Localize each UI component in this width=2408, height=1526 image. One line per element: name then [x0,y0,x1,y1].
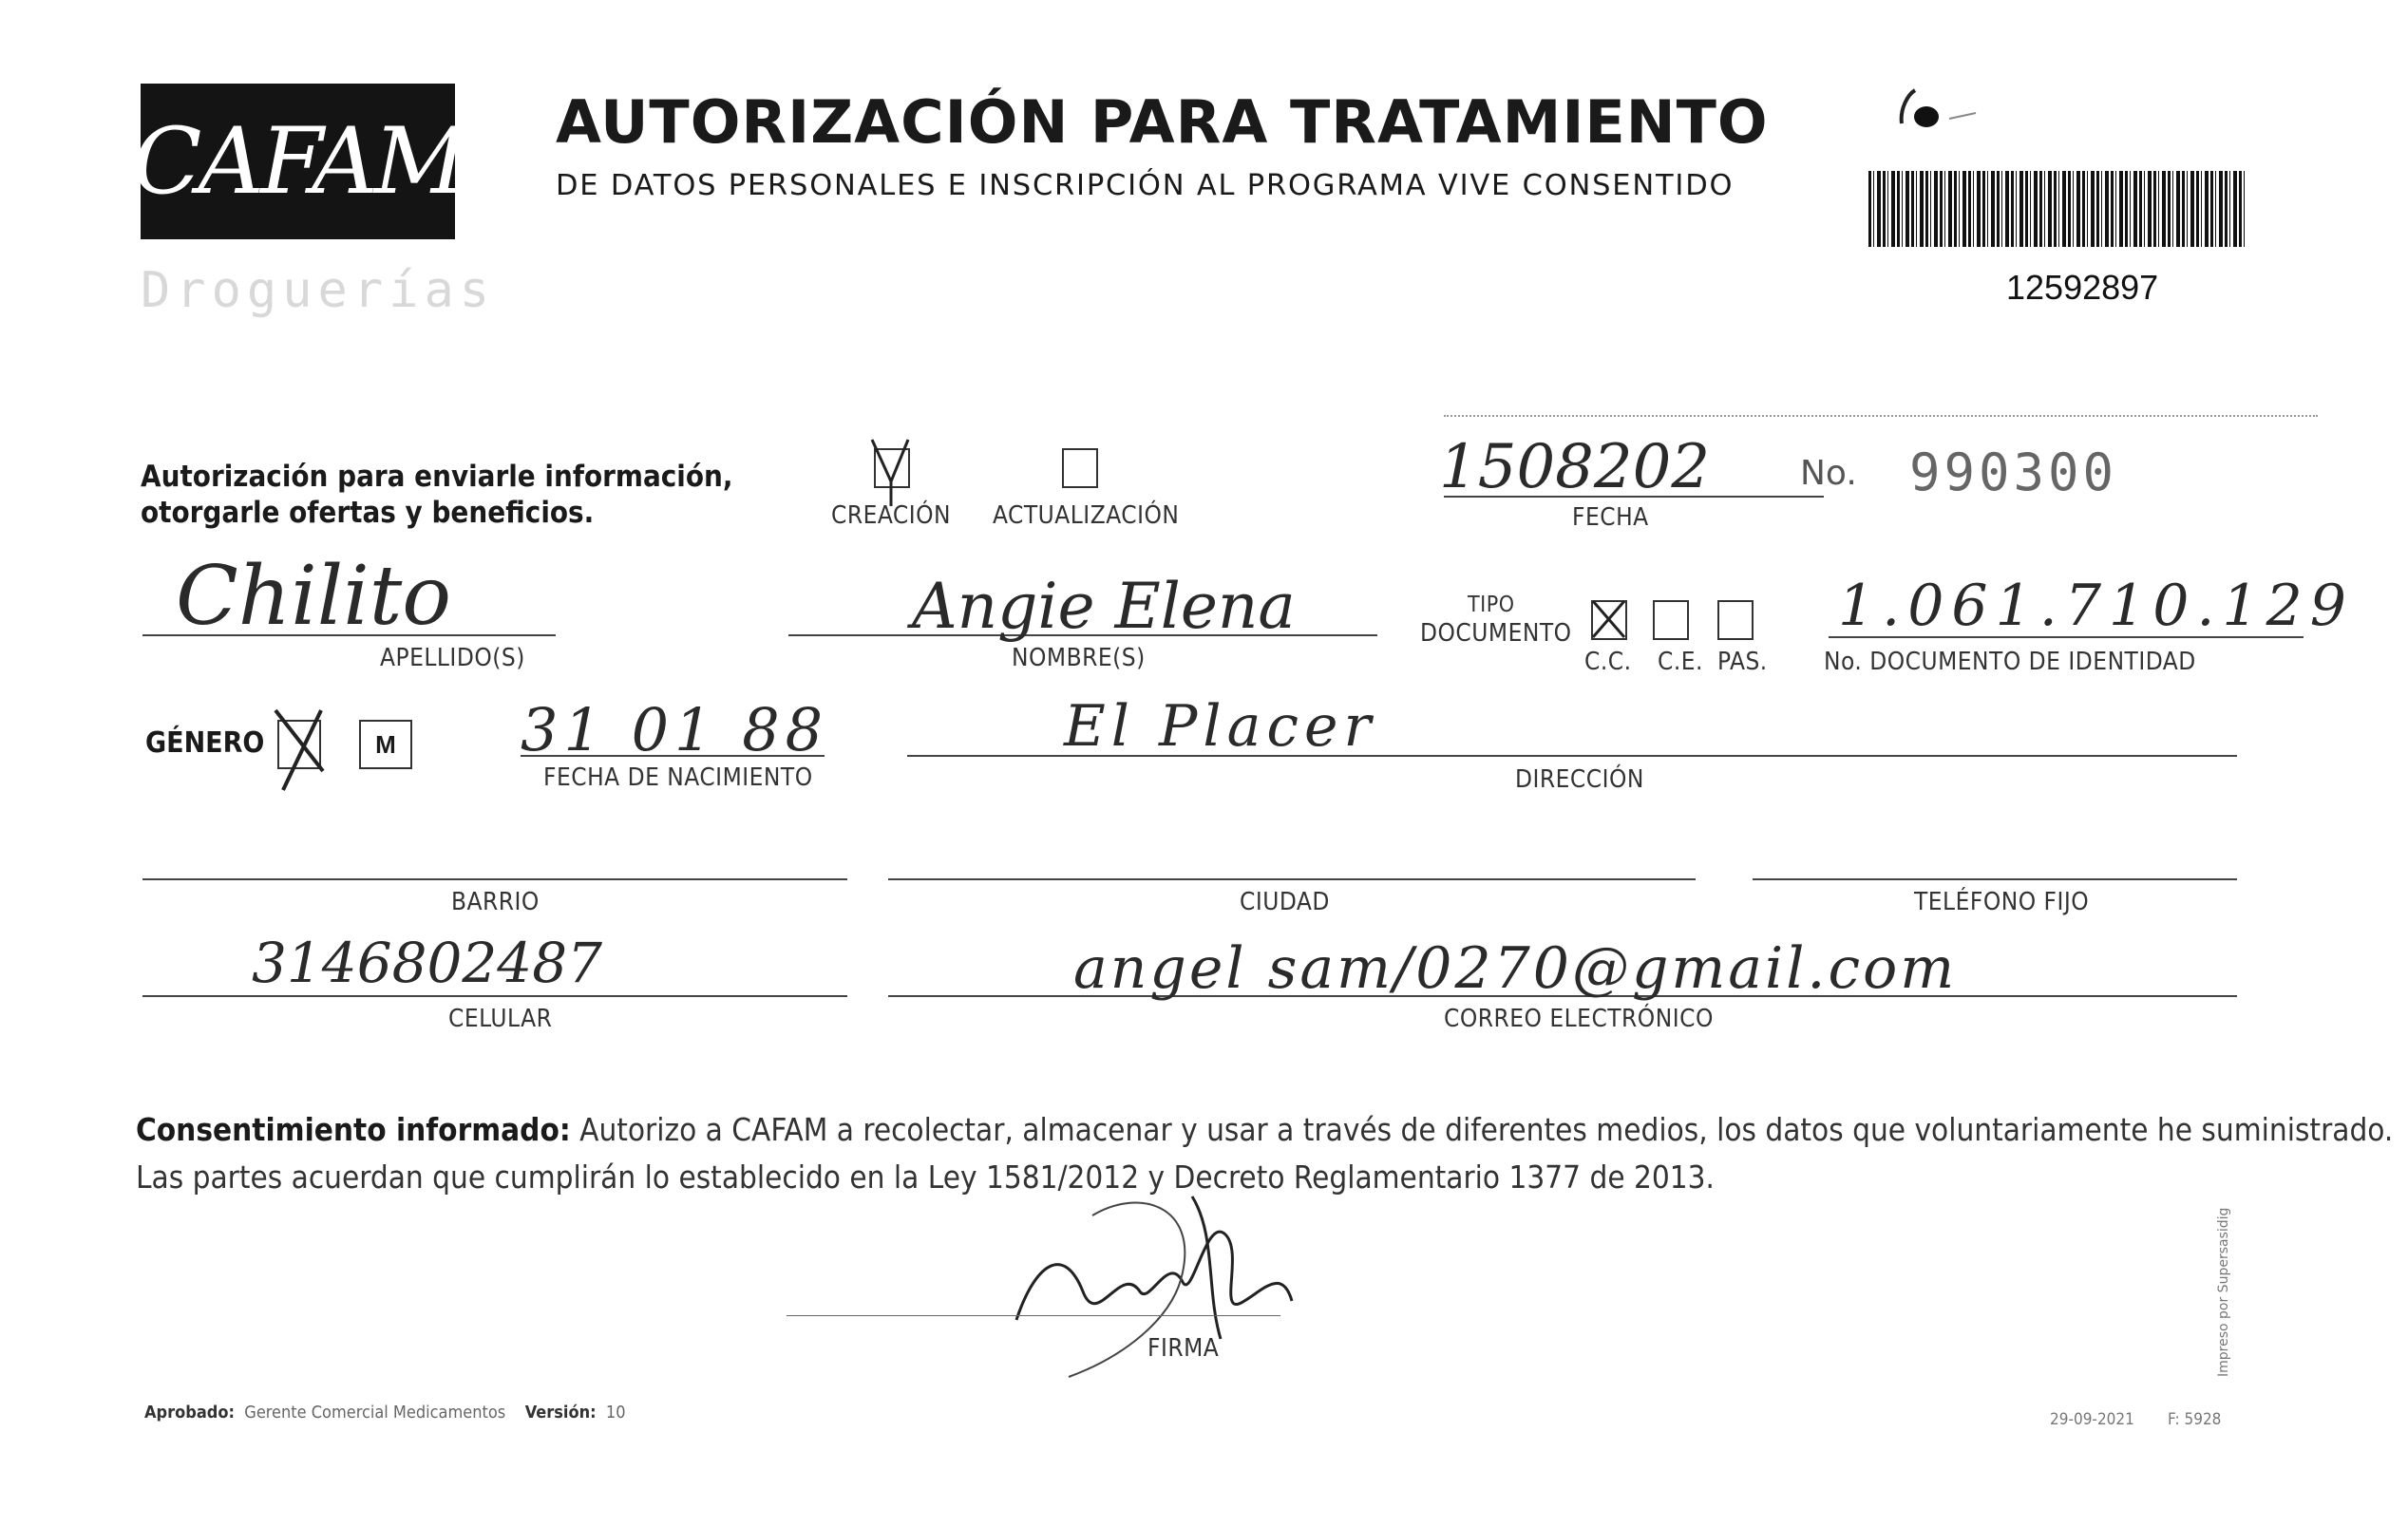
ink-mark-icon [1890,81,2004,138]
direccion-value[interactable]: El Placer [1064,693,1377,760]
telefono-line [1753,878,2237,880]
numero-label: No. [1800,454,1857,493]
cafam-logo: CAFAM [141,84,455,239]
telefono-label: TELÉFONO FIJO [1914,888,2090,916]
footer-date: 29-09-2021 [2050,1410,2134,1429]
pas-label: PAS. [1717,648,1768,676]
barrio-label: BARRIO [451,888,540,916]
documento-label: No. DOCUMENTO DE IDENTIDAD [1824,648,2196,676]
ciudad-label: CIUDAD [1240,888,1330,916]
x-mark-icon [1588,593,1630,643]
footer-side-text: Impreso por Supersasidig [2216,1207,2231,1377]
top-dotted-line [1444,415,2318,417]
barrio-line [142,878,847,880]
footer-code: F: 5928 [2168,1410,2222,1429]
tipo-documento-label-1: TIPO [1468,593,1515,617]
ciudad-line [888,878,1696,880]
consent-heading: Consentimiento informado: [136,1111,571,1148]
genero-label: GÉNERO [145,726,265,760]
consent-line-1 [136,1111,2393,1148]
nacimiento-label: FECHA DE NACIMIENTO [543,763,813,792]
firma-label: FIRMA [1147,1334,1220,1363]
checkmark-icon [863,432,929,508]
firma-line [787,1315,1280,1316]
creacion-label: CREACIÓN [831,501,952,530]
apellidos-label: APELLIDO(S) [380,644,525,672]
actualizacion-label: ACTUALIZACIÓN [993,501,1180,530]
documento-value[interactable]: 1.061.710.129 [1838,573,2354,639]
apellidos-value[interactable]: Chilito [176,549,452,644]
nombres-value[interactable]: Angie Elena [912,570,1296,643]
nombres-label: NOMBRE(S) [1012,644,1146,672]
numero-value: 990300 [1909,443,2118,502]
barcode [1868,171,2245,247]
intro-line-1: Autorización para enviarle información, [141,460,733,494]
fecha-label: FECHA [1572,503,1649,532]
nacimiento-value[interactable]: 31 01 88 [521,695,829,764]
consent-text-1: Autorizo a CAFAM a recolectar, almacenar y usar a través de diferentes medios, los datos que voluntariamente he suministrado. [570,1111,2394,1148]
document-subtitle: DE DATOS PERSONALES E INSCRIPCIÓN AL PROGRAMA VIVE CONSENTIDO [556,169,1735,202]
intro-line-2: otorgarle ofertas y beneficios. [141,496,595,530]
celular-line [142,995,847,997]
cc-label: C.C. [1584,648,1632,676]
document-title: AUTORIZACIÓN PARA TRATAMIENTO [556,87,1769,157]
barcode-number: 12592897 [2006,268,2159,307]
ce-checkbox[interactable] [1653,600,1689,640]
drogerias-logo-text: Droguerías [141,262,496,319]
celular-value[interactable]: 3146802487 [252,931,603,995]
direccion-label: DIRECCIÓN [1515,765,1644,794]
footer-aprobado: Aprobado: Gerente Comercial Medicamentos Versión: 10 [144,1403,626,1422]
consent-line-2: Las partes acuerdan que cumplirán lo establecido en la Ley 1581/2012 y Decreto Reglamentario 1377 de 2013. [136,1159,1715,1196]
tipo-documento-label-2: DOCUMENTO [1420,619,1572,648]
actualizacion-checkbox[interactable] [1062,448,1098,488]
correo-value[interactable]: angel sam/0270@gmail.com [1073,935,1958,1002]
correo-label: CORREO ELECTRÓNICO [1444,1005,1714,1033]
x-mark-icon [268,703,334,798]
ce-label: C.E. [1658,648,1703,676]
genero-m-checkbox[interactable]: M [359,720,412,769]
celular-label: CELULAR [448,1005,553,1033]
pas-checkbox[interactable] [1717,600,1754,640]
fecha-value[interactable]: 1508202 [1439,432,1711,502]
